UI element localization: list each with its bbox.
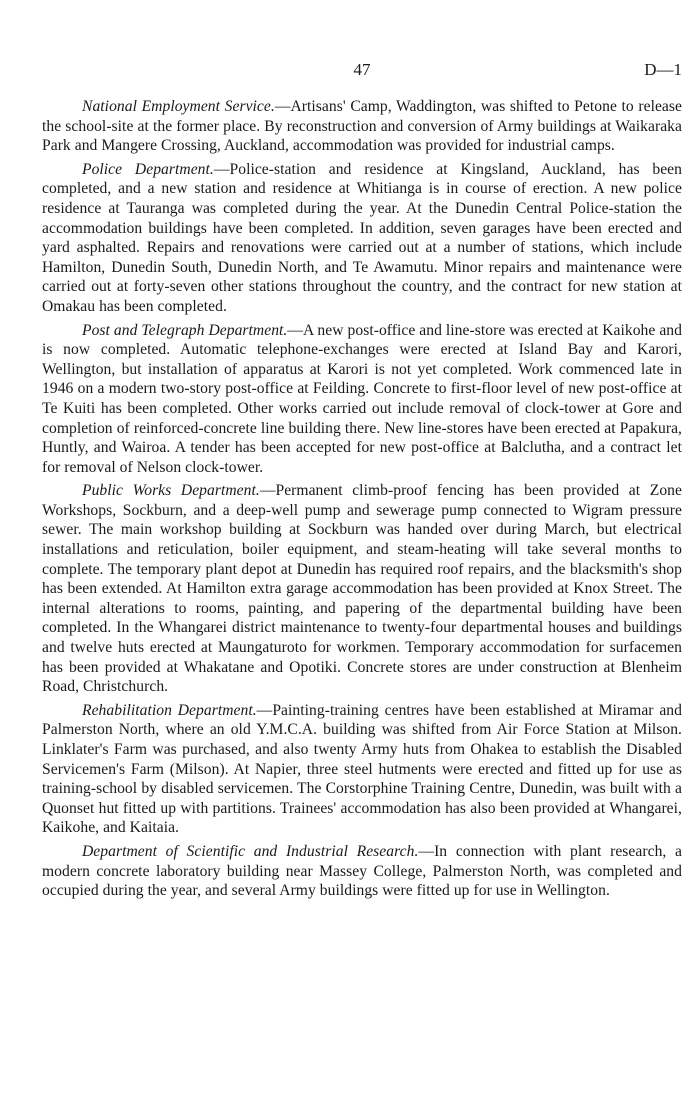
page-number: 47 — [353, 60, 371, 79]
paragraph-text: —A new post-office and line-store was erected at Kaikohe and is now completed. Automatic telephone-exchanges were erected at Island Bay and Karori, Wellington, but installation of apparatus at Karori is not yet completed. Work commenced late in 1946 on a modern two-story post-office at Feilding. Concrete to first-floor level of new post-office at Te Kuiti has been completed. Other works carried out include removal of clock-tower at Gore and completion of reinforced-concrete line building there. New line-stores have been erected at Papakura, Huntly, and Wairoa. A tender has been accepted for new post-office at Balclutha, and a contract let for removal of Nelson clock-tower. — [42, 321, 682, 476]
paragraph-text: —Painting-training centres have been established at Miramar and Palmerston North, where an old Y.M.C.A. building was shifted from Air Force Station at Milson. Linklater's Farm was purchased, and also twenty Army huts from Ohakea to establish the Disabled Servicemen's Farm (Milson). At Napier, three steel hutments were erected and fitted up for use as training-school by disabled servicemen. The Corstorphine Training Centre, Dunedin, was built with a Quonset hut fitted up with partitions. Trainees' accommodation has also been provided at Whangarei, Kaikohe, and Kaitaia. — [42, 701, 682, 837]
paragraph-scientific-industrial-research — [42, 842, 682, 901]
paragraph-text: —Permanent climb-proof fencing has been provided at Zone Workshops, Sockburn, and a deep-well pump and sewerage pump connected to Wigram pressure sewer. The main workshop building at Sockburn was handed over during March, but electrical installations and reticulation, boiler equipment, and steam-heating will take several months to complete. The temporary plant depot at Dunedin has required roof repairs, and the blacksmith's shop has been extended. At Hamilton extra garage accommodation has been provided at Knox Street. The internal alterations to rooms, painting, and papering of the departmental building have been completed. In the Whangarei district maintenance to twenty-four departmental houses and buildings and twelve huts erected at Maungaturoto for workmen. Temporary accommodation for surfacemen has been provided at Whakatane and Opotiki. Concrete stores are under construction at Blenheim Road, Christchurch. — [42, 482, 682, 696]
paragraph-post-and-telegraph-department — [42, 321, 682, 478]
paragraph-heading: National Employment Service. — [82, 98, 275, 115]
document-body — [42, 97, 682, 905]
document-reference: D—1 — [644, 60, 682, 79]
paragraph-text: —Artisans' Camp, Waddington, was shifted to Petone to release the school-site at the former place. By reconstruction and conversion of Army buildings at Waikaraka Park and Mangere Crossing, Auckland, accommodation was provided for industrial camps. — [42, 98, 682, 155]
paragraph-public-works-department — [42, 481, 682, 697]
paragraph-police-department — [42, 160, 682, 317]
paragraph-text: —In connection with plant research, a modern concrete laboratory building near Massey College, Palmerston North, was completed and occupied during the year, and several Army buildings were fitted up for use in Wellington. — [42, 842, 683, 900]
paragraph-heading: Police Department. — [82, 160, 214, 178]
page-header — [42, 60, 682, 84]
paragraph-rehabilitation-department — [42, 701, 682, 838]
paragraph-heading: Rehabilitation Department. — [82, 701, 257, 719]
paragraph-heading: Department of Scientific and Industrial Research. — [82, 842, 419, 860]
paragraph-heading: Public Works Department. — [82, 482, 260, 500]
paragraph-national-employment-service — [42, 97, 682, 156]
paragraph-text: —Police-station and residence at Kingsland, Auckland, has been completed, and a new station and residence at Whitianga is in course of erection. A new police residence at Tauranga was completed during the year. At the Dunedin Central Police-station the accommodation buildings have been completed. In addition, seven garages have been erected and yard asphalted. Repairs and renovations were carried out at a number of stations, which include Hamilton, Dunedin South, Dunedin North, and Te Awamutu. Minor repairs and maintenance were carried out at forty-seven other stations throughout the country, and the contract for new station at Omakau has been completed. — [42, 160, 682, 315]
paragraph-heading: Post and Telegraph Department. — [82, 321, 288, 339]
